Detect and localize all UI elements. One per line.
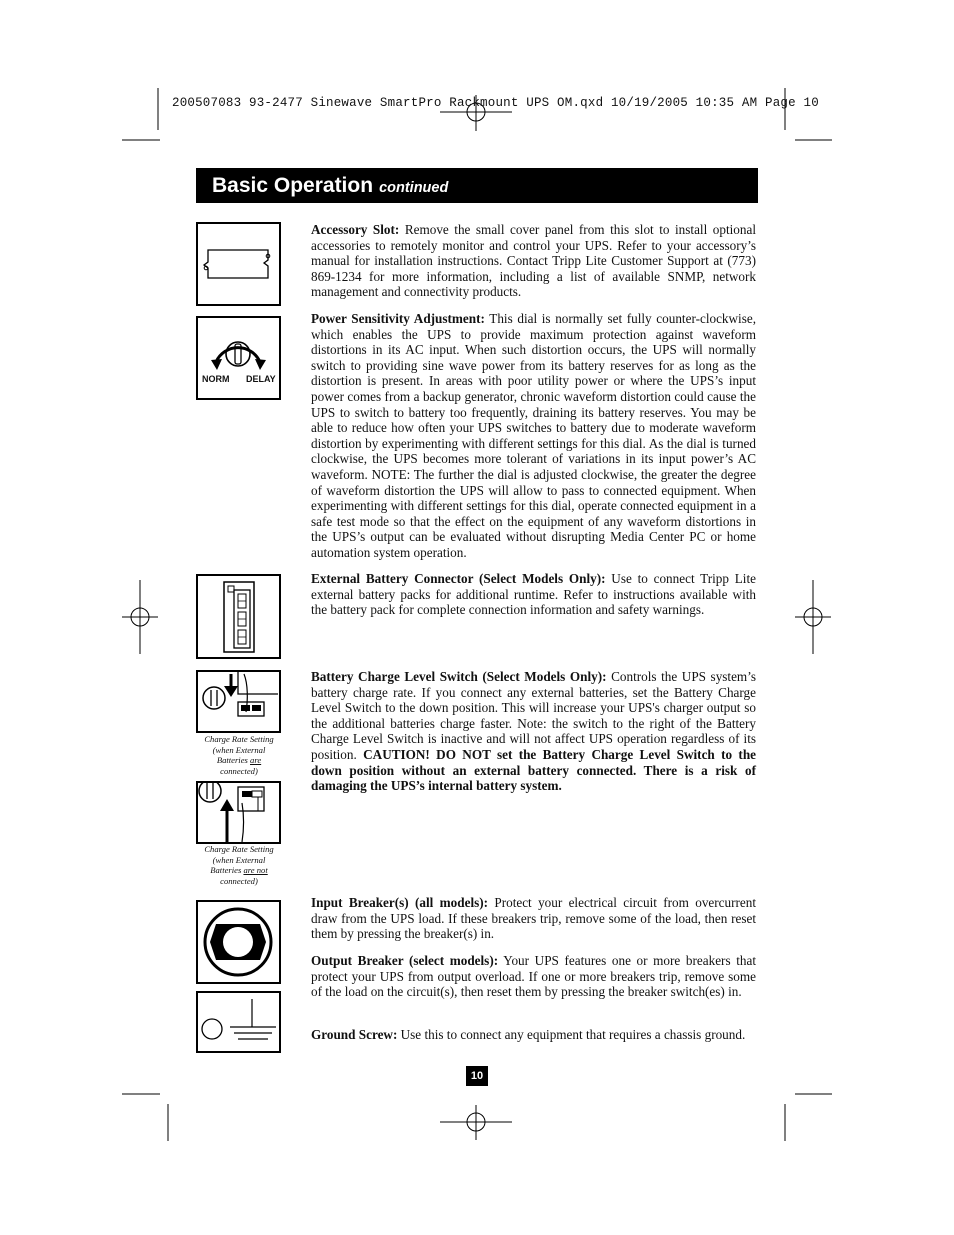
output-breaker-paragraph	[311, 953, 756, 1000]
caption2-emph: are not	[243, 865, 268, 876]
caption1-post: connected)	[220, 765, 258, 776]
external-battery-heading: External Battery Connector (Select Models Only):	[311, 571, 606, 586]
charge-switch-up-illustration	[198, 783, 279, 842]
dial-label-norm: NORM	[202, 374, 230, 384]
charge-switch-down-illustration	[198, 672, 279, 731]
accessory-slot-paragraph	[311, 222, 756, 300]
sensitivity-dial-figure	[196, 316, 281, 400]
input-breaker-paragraph	[311, 895, 756, 942]
ground-screw-body: Use this to connect any equipment that requires a chassis ground.	[397, 1027, 746, 1042]
page-number: 10	[466, 1066, 488, 1086]
charge-switch-caution: CAUTION! DO NOT set the Battery Charge Level Switch to the down position without an external battery connected. There is a risk of damaging the UPS’s internal battery system.	[311, 746, 757, 794]
power-sensitivity-heading: Power Sensitivity Adjustment:	[311, 311, 485, 326]
ground-screw-heading: Ground Screw:	[311, 1027, 398, 1042]
accessory-slot-heading: Accessory Slot:	[311, 222, 400, 237]
caption2-pre: Charge Rate Setting (when External Batteries	[204, 844, 274, 876]
charge-switch-heading: Battery Charge Level Switch (Select Models Only):	[311, 669, 607, 684]
ground-screw-figure	[196, 991, 281, 1053]
charge-switch-paragraph	[311, 669, 756, 794]
accessory-slot-figure	[196, 222, 281, 306]
charge-switch-down-figure	[196, 670, 281, 733]
power-sensitivity-body: This dial is normally set fully counter-clockwise, which enables the UPS to provide maximum protection against waveform distortions in its AC input. When such distortion occurs, the UPS will normally switch to providing sine wave power from its battery reserves for as long as the distortion is present. In areas with poor utility power or where the UPS’s input power comes from a backup generator, chronic waveform distortion could cause the UPS to switch to battery too frequently, draining its battery reserves. You may be able to reduce how often your UPS switches to battery due to moderate waveform distortion by experimenting with different settings for this dial. As the dial is turned clockwise, the UPS becomes more tolerant of variations in its input power’s AC waveform. NOTE: The further the dial is adjusted clockwise, the greater the degree of waveform distortion the UPS will allow to pass to connected equipment. When experimenting with different settings for this dial, operate connected equipment in a safe test mode so that the effect on the equipment of any waveform distortions in the UPS’s output can be evaluated without disrupting Media Center PC or home automation system operation.	[311, 311, 756, 560]
input-breaker-heading: Input Breaker(s) (all models):	[311, 895, 489, 910]
section-header	[196, 168, 758, 203]
battery-connector-figure	[196, 574, 281, 659]
ground-screw-paragraph	[311, 1027, 756, 1043]
section-title: Basic Operation	[212, 174, 374, 197]
charge-switch-body: Controls the UPS system’s battery charge rate. If you connect any external batteries, set the Battery Charge Level Switch to the down position. This will increase your UPS's charger output so the additional batteries charge faster. Note: the switch to the right of the Battery Charge Level Switch is inactive and will not affect UPS operation regardless of its position.	[311, 669, 756, 762]
section-subtitle: continued	[379, 180, 449, 196]
caption1-pre: Charge Rate Setting (when External Batteries	[204, 734, 274, 766]
external-battery-paragraph	[311, 571, 756, 618]
ground-screw-illustration	[198, 993, 279, 1051]
charge-caption-connected	[197, 734, 281, 776]
accessory-slot-body: Remove the small cover panel from this slot to install optional accessories to remotely monitor and control your UPS. Refer to your accessory’s manual for installation instructions. Contact Tripp Lite Customer Support at (773) 869-1234 for more information, including a list of available SNMP, network management and connectivity products.	[311, 222, 756, 300]
input-breaker-body: Protect your electrical circuit from overcurrent draw from the UPS load. If these breakers trip, remove some of the load, then reset them by pressing the breaker(s) in.	[311, 895, 757, 942]
breaker-illustration	[198, 902, 279, 982]
output-breaker-heading: Output Breaker (select models):	[311, 953, 499, 968]
caption1-emph: are	[250, 755, 262, 766]
external-battery-body: Use to connect Tripp Lite external battery packs for additional runtime. Refer to instructions available with the battery pack for complete connection information and safety warnings.	[311, 571, 756, 618]
slug-line: 200507083 93-2477 Sinewave SmartPro Rackmount UPS OM.qxd 10/19/2005 10:35 AM Page 10	[172, 96, 819, 110]
accessory-slot-illustration	[198, 224, 279, 304]
charge-switch-up-figure	[196, 781, 281, 844]
input-breaker-figure	[196, 900, 281, 984]
sensitivity-dial-illustration	[198, 318, 279, 398]
charge-caption-not-connected	[197, 844, 281, 886]
dial-label-delay: DELAY	[246, 374, 276, 384]
power-sensitivity-paragraph	[311, 311, 756, 561]
caption2-post: connected)	[220, 875, 258, 886]
battery-connector-illustration	[198, 576, 279, 657]
output-breaker-body: Your UPS features one or more breakers that protect your UPS from output overload. If one or more breakers trip, remove some of the load on the circuit(s), then reset them by pressing the breaker switch(es) in.	[311, 953, 756, 1000]
